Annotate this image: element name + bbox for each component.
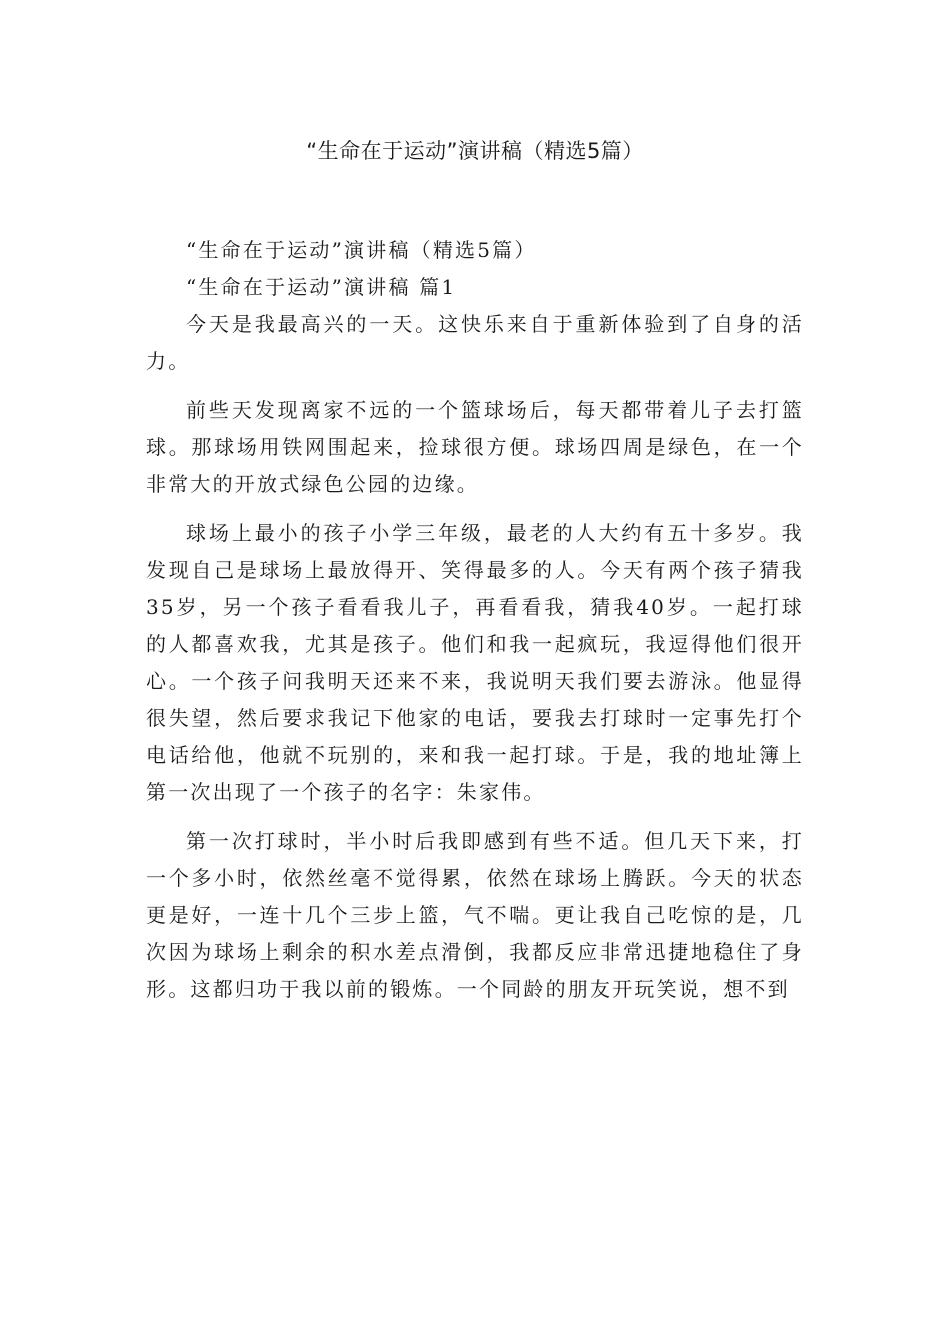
paragraph: 球场上最小的孩子小学三年级，最老的人大约有五十多岁。我发现自己是球场上最放得开、笑得最多的人。今天有两个孩子猜我35岁，另一个孩子看看我儿子，再看看我，猜我40岁。一起打球的人都喜欢我，尤其是孩子。他们和我一起疯玩，我逗得他们很开心。一个孩子问我明天还来不来，我说明天我们要去游泳。他显得很失望，然后要求我记下他家的电话，要我去打球时一定事先打个电话给他，他就不玩别的，来和我一起打球。于是，我的地址簿上第一次出现了一个孩子的名字：朱家伟。 xyxy=(146,521,804,804)
paragraph: 第一次打球时，半小时后我即感到有些不适。但几天下来，打一个多小时，依然丝毫不觉得累，依然在球场上腾跃。今天的状态更是好，一连十几个三步上篮，气不喘。更让我自己吃惊的是，几次因为球场上剩余的积水差点滑倒，我都反应非常迅捷地稳住了身形。这都归功于我以前的锻炼。一个同龄的朋友开玩笑说，想不到 xyxy=(146,829,804,1001)
paragraph: 今天是我最高兴的一天。这快乐来自于重新体验到了自身的活力。 xyxy=(146,312,804,373)
paragraph: 前些天发现离家不远的一个篮球场后，每天都带着儿子去打篮球。那球场用铁网围起来，捡球很方便。球场四周是绿色，在一个非常大的开放式绿色公园的边缘。 xyxy=(146,398,804,496)
document-title: “生命在于运动”演讲稿（精选5篇） xyxy=(306,139,644,163)
document-body xyxy=(146,232,804,1020)
section-heading: “生命在于运动”演讲稿 篇1 xyxy=(186,275,457,299)
document-subtitle: “生命在于运动”演讲稿（精选5篇） xyxy=(186,238,537,262)
